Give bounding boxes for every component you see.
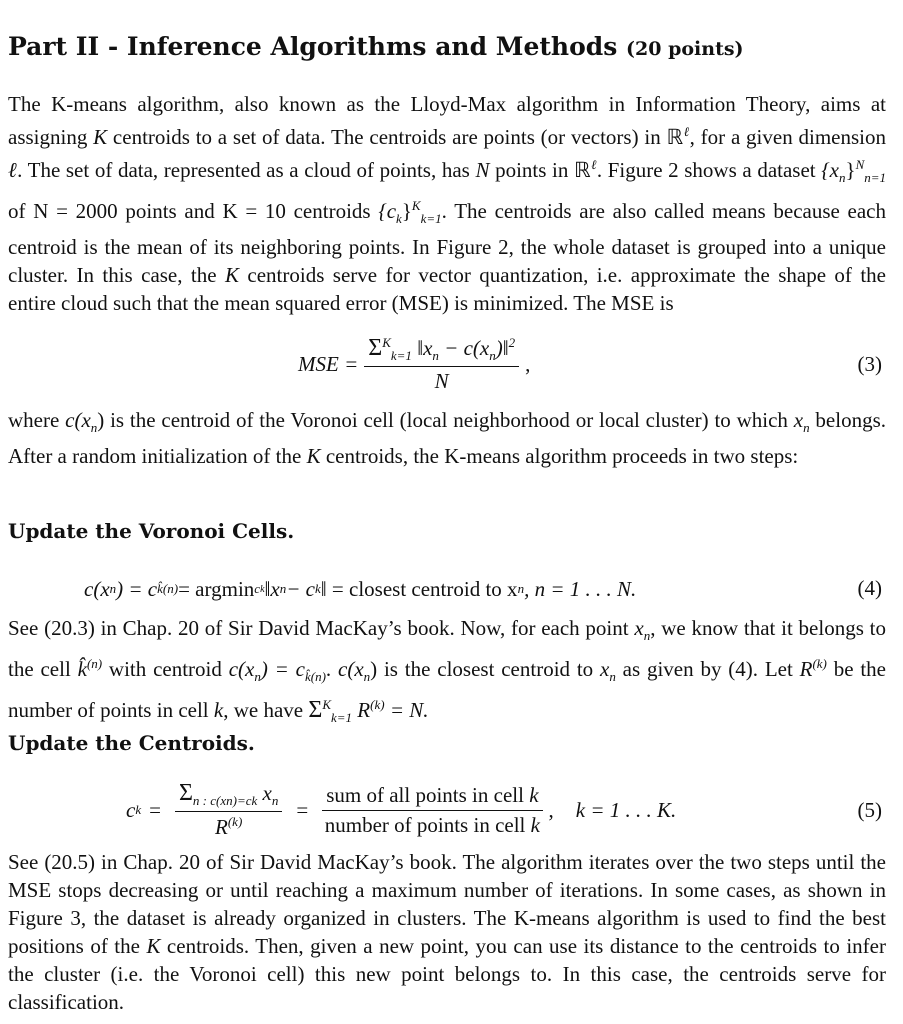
intro-text: points in [489,158,575,182]
math-sub: n [254,669,261,684]
intro-text: The K-means algorithm, also known as the Lloyd-Max algorithm in Information Theory, aims at assigning [8,92,886,149]
math-term: − c [286,576,315,601]
math-K: K [224,263,239,287]
math-sub: n : c(x [192,793,227,808]
math-dataset: } [845,158,856,182]
eq5-numerator-right [322,783,542,811]
intro-text: . Figure 2 shows a dataset [596,158,822,182]
intro-text: of N = 2000 points and K = 10 centroids [8,199,379,223]
math-term: = argmin [178,576,255,601]
eq5-numerator-left [175,780,282,812]
math-term: ‖ = closest centroid to x [320,576,518,601]
math-equals: = [149,797,161,822]
eq3-lhs: MSE = [298,351,359,376]
math-term: ) = c [260,657,305,681]
math-sub: k=1 [390,347,412,363]
math-sup: 2 [508,334,516,350]
eq5-fraction-right [322,783,542,838]
math-sub: n [90,420,98,435]
math-sub: n [226,793,233,808]
math-ell: ℓ [8,158,18,182]
math-equals: = [296,797,309,822]
math-centroid-set: } [401,199,412,223]
section-title-text: Part II - Inference Algorithms and Methods [8,32,618,61]
math-term: c(x [228,657,255,681]
paragraph-2 [8,406,886,470]
math-sub: k=1 [331,710,353,725]
math-term: k [529,782,539,807]
math-term: k̂ [77,657,87,681]
eq5-fraction-left [175,780,282,840]
math-sup: (k) [812,656,827,671]
math-K: K [146,934,161,958]
math-sub: n [363,669,371,684]
math-sub: k̂(n) [304,669,326,684]
math-sup: K [411,198,421,213]
eq3-comma: , [525,351,531,376]
math-sub: n [271,793,279,808]
equation-number-3: (3) [857,352,882,376]
para-text: ) is the centroid of the Voronoi cell (local neighborhood or local cluster) to which [97,408,794,432]
math-term: c [126,797,136,822]
math-sub: c [254,581,261,596]
math-sub: n [279,581,287,596]
para-text: where [8,408,66,432]
math-sub: )=c [232,793,252,808]
eq3-fraction [364,335,519,394]
math-ell: ℓ [683,124,690,139]
equation-4-body [84,572,636,606]
math-reals: ℝ [666,125,684,149]
equation-3 [8,334,886,394]
para-text: See (20.5) in Chap. 20 of Sir David MacKay’s book. The algorithm iterates over the two steps until the MSE stops decreasing or until reaching a maximum number of iterations. In some cases, as shown in Figure 3, the dataset is already organized in clusters. The K-means algorithm is used to find the best positions of the [8,850,886,958]
intro-text: centroids serve for vector quantization, i.e. approximate the shape of the entire cloud such that the mean squared error (MSE) is minimized. The MSE is [8,263,886,315]
heading-update-centroids: Update the Centroids. [8,731,255,755]
math-sub: n [643,628,651,643]
math-sub: k̂(n) [157,581,179,596]
para-text: centroids. Then, given a new point, you can use its distance to the centroids to infer the cluster (i.e. the Voronoi cell) this new point belongs to. In this case, the centroids serve for classification. [8,934,886,1014]
math-sub: k [260,583,265,595]
math-sup: (k) [227,814,243,829]
math-term: x [793,408,804,432]
math-K: K [306,444,321,468]
para-text: with centroid [102,657,229,681]
math-sub: k [396,211,402,226]
equation-5 [8,778,886,842]
math-sub: n [517,581,525,596]
math-sub: k [314,581,321,596]
sum-symbol: Σ [178,780,193,806]
math-sup: K [382,334,391,350]
intro-text: . The centroids are also called means because each centroid is the mean of its neighboring points. In Figure 2, the whole dataset is grouped into a unique cluster. In this case, the [8,199,887,287]
intro-text: . The set of data, represented as a cloud of points, has [17,158,476,182]
equation-number-4: (4) [857,576,882,600]
math-sup: K [322,697,331,712]
math-sup: (k) [370,697,385,712]
math-sub: k [135,802,142,817]
math-N: N [475,158,490,182]
para-text: , we have [223,698,309,722]
math-sub: n=1 [864,170,887,185]
para-text: . [325,657,338,681]
math-term: x [600,657,610,681]
intro-text: centroids to a set of data. The centroids are points (or vectors) in [107,125,667,149]
heading-update-voronoi: Update the Voronoi Cells. [8,519,295,543]
math-term: ‖x [264,576,280,601]
equation-4 [8,572,886,606]
para-text: belongs. After a random initialization of the [8,408,886,468]
math-sub: n [489,347,496,363]
equation-3-body [298,334,530,394]
math-dataset: {x [821,158,839,182]
math-sub: n [838,170,846,185]
eq3-denominator: N [434,368,449,393]
math-term: )‖ [495,335,509,360]
math-term: R [799,657,813,681]
math-term: R [215,815,228,839]
intro-text: , for a given dimension [689,125,886,149]
math-term: c(x [65,408,91,432]
equation-number-5: (5) [857,798,882,822]
math-centroid-set: {c [378,199,397,223]
math-term: x [262,781,272,805]
section-points: (20 points) [626,38,744,60]
section-title [8,32,744,61]
para-text: ) is the closest centroid to [370,657,601,681]
eq5-range: k = 1 . . . K. [575,797,677,822]
math-term: − c(x [438,335,490,360]
math-reals: ℝ [574,158,591,182]
math-ell: ℓ [590,157,597,172]
math-term: c(x [84,576,110,601]
math-comma: , [548,797,554,822]
math-sup: (n) [86,656,103,671]
intro-paragraph [8,90,886,317]
para-text: , we know that it belongs to the cell [8,616,886,681]
math-text: number of points in cell [324,812,531,837]
math-term: ) = c [116,576,158,601]
para-text: as given by (4). Let [615,657,800,681]
math-text: sum of all points in cell [326,782,530,807]
math-term: x [634,616,644,640]
sum-symbol: Σ [308,697,323,723]
math-term: c(x [338,657,364,681]
paragraph-4 [8,848,886,1016]
math-sub: k [251,793,258,808]
math-term: , n = 1 . . . N. [524,576,637,601]
eq5-denominator-left [215,812,242,840]
math-sub: n [109,581,117,596]
math-sub: n [432,347,439,363]
eq3-numerator [364,335,519,367]
math-sup: N [855,157,865,172]
math-term: k [530,812,540,837]
math-sub: n [803,420,810,435]
math-K: K [93,125,108,149]
math-sub: k=1 [420,211,442,226]
math-term: ‖x [417,335,433,360]
para-text: be the number of points in cell [8,657,887,722]
paragraph-3 [8,614,886,732]
math-sub: n [609,669,616,684]
eq5-denominator-right [325,811,540,838]
math-term: R [357,698,371,722]
math-term: = N. [384,698,429,722]
equation-5-body [126,778,676,842]
para-text: See (20.3) in Chap. 20 of Sir David MacKay’s book. Now, for each point [8,616,635,640]
math-term: k [213,698,224,722]
para-text: centroids, the K-means algorithm proceeds in two steps: [320,444,799,468]
sum-symbol: Σ [368,334,383,361]
